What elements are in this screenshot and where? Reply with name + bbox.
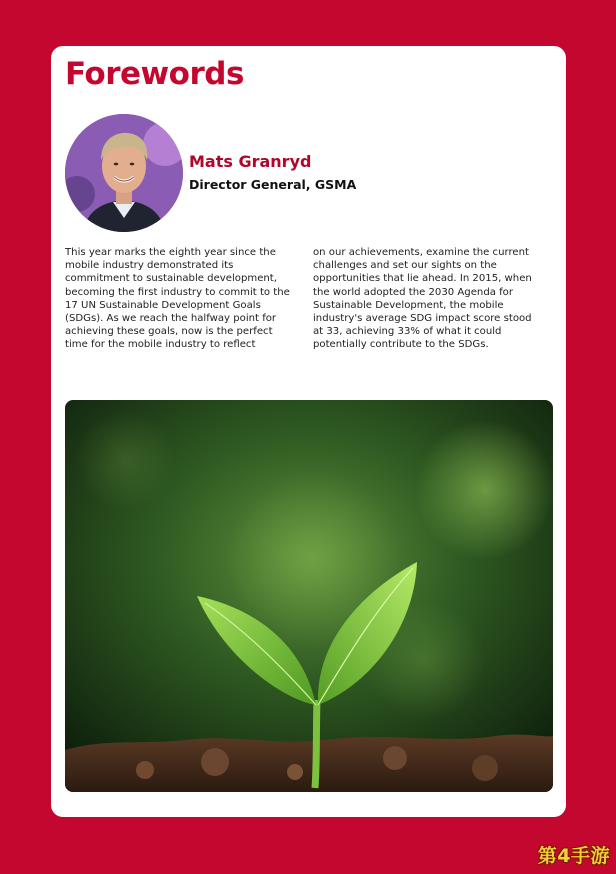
author-name: Mats Granryd (189, 152, 312, 171)
seedling-photo (65, 400, 553, 792)
watermark-logo: 第4手游 (537, 845, 610, 867)
foreword-card (51, 46, 566, 817)
author-role: Director General, GSMA (189, 177, 357, 192)
author-portrait (65, 114, 183, 232)
page-title: Forewords (65, 56, 244, 92)
body-column-1: This year marks the eighth year since the mobile industry demonstrated its commitment to sustainable development, becoming the first industry to commit to the 17 UN Sustainable Development Goals (SDGs). As we reach the halfway point for achieving these goals, now is the perfect time for the mobile industry to reflect (65, 247, 290, 351)
body-column-2: on our achievements, examine the current challenges and set our sights on the opportunities that lie ahead. In 2015, when the world adopted the 2030 Agenda for Sustainable Development, the mobile industry's average SDG impact score stood at 33, achieving 33% of what it could potentially contribute to the SDGs. (313, 247, 532, 351)
